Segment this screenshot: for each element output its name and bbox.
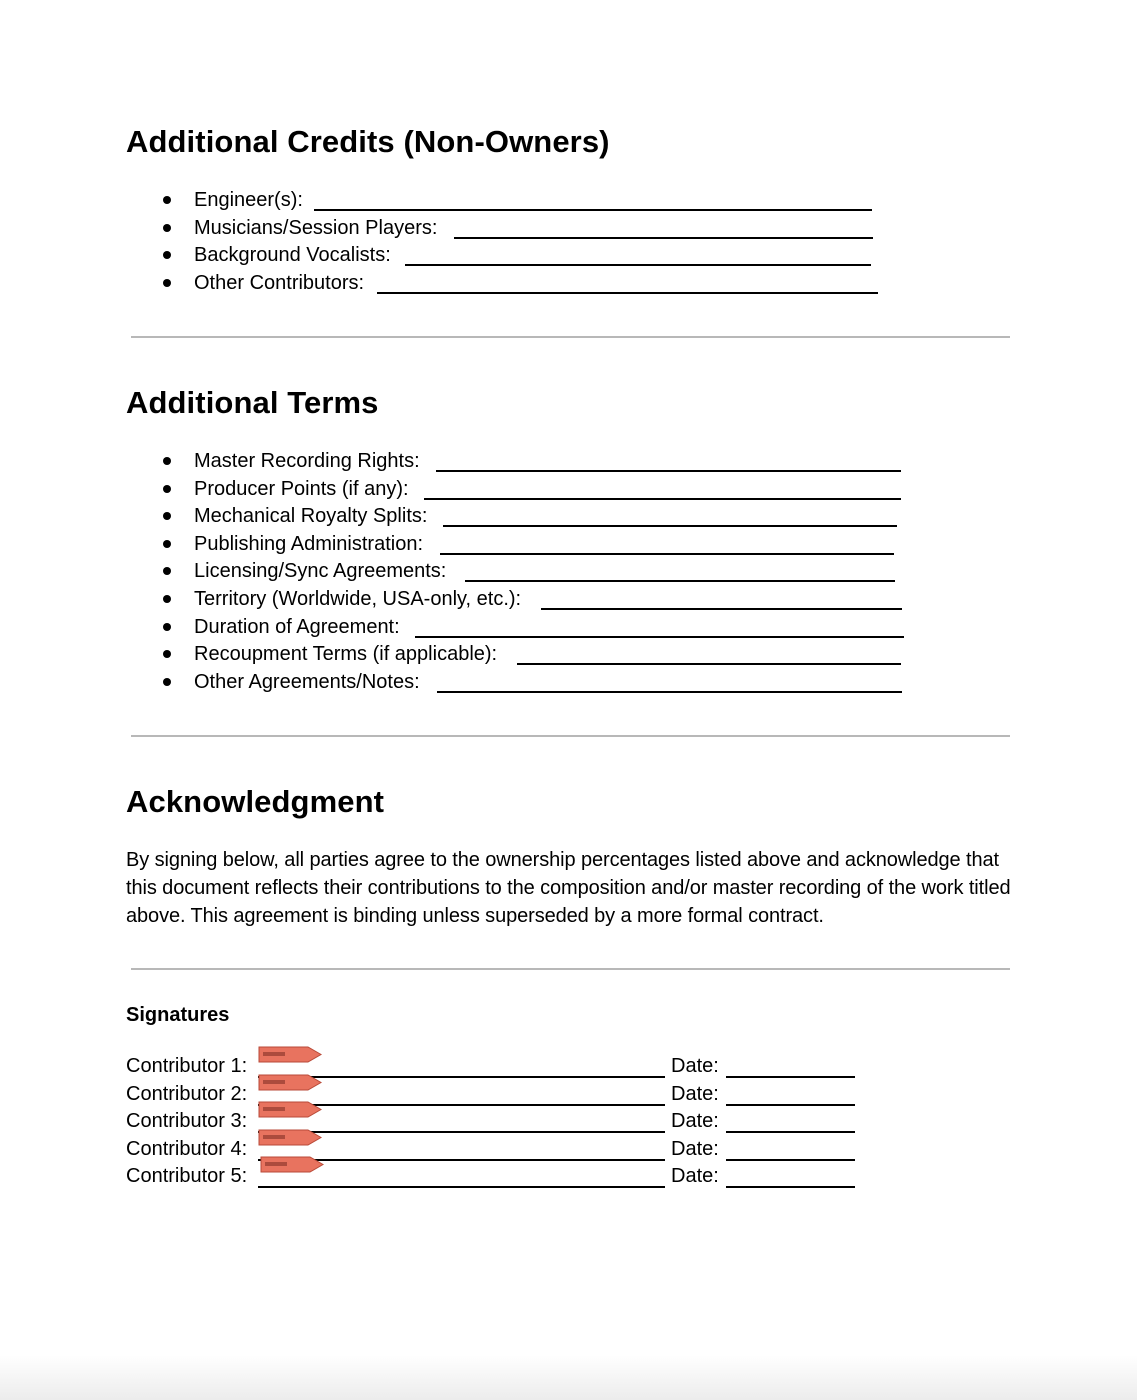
date-label: Date: xyxy=(671,1138,719,1160)
bullet-icon xyxy=(163,512,171,520)
bullet-icon xyxy=(163,567,171,575)
date-field[interactable] xyxy=(726,1131,855,1133)
date-field[interactable] xyxy=(726,1104,855,1106)
other-contributors-field[interactable] xyxy=(377,292,878,294)
date-label: Date: xyxy=(671,1055,719,1077)
bullet-icon xyxy=(163,540,171,548)
signatures-title: Signatures xyxy=(126,1004,230,1026)
mechanical-splits-field[interactable] xyxy=(443,525,897,527)
musicians-field[interactable] xyxy=(454,237,873,239)
signature-row xyxy=(0,1110,1137,1138)
bullet-icon xyxy=(163,224,171,232)
date-label: Date: xyxy=(671,1083,719,1105)
field-label: Territory (Worldwide, USA-only, etc.): xyxy=(194,587,522,610)
date-field[interactable] xyxy=(726,1076,855,1078)
duration-field[interactable] xyxy=(415,636,904,638)
date-field[interactable] xyxy=(726,1159,855,1161)
contributor-label: Contributor 4: xyxy=(126,1138,248,1160)
credits-title: Additional Credits (Non-Owners) xyxy=(126,124,610,159)
field-label: Duration of Agreement: xyxy=(194,615,400,638)
contributor-label: Contributor 5: xyxy=(126,1165,248,1187)
bullet-icon xyxy=(163,485,171,493)
sign-here-tag-icon[interactable] xyxy=(258,1129,322,1146)
acknowledgment-text: By signing below, all parties agree to the ownership percentages listed above and acknowledge that this document reflects their contributions to the composition and/or master recording of the work titled above. This agreement is binding unless superseded by a more formal contract. xyxy=(126,849,1011,927)
sign-here-tag-icon[interactable] xyxy=(260,1156,324,1173)
divider xyxy=(131,336,1010,338)
bullet-icon xyxy=(163,279,171,287)
bullet-icon xyxy=(163,251,171,259)
engineer-field[interactable] xyxy=(314,209,872,211)
bullet-icon xyxy=(163,457,171,465)
field-label: Master Recording Rights: xyxy=(194,450,420,472)
sign-here-tag-icon[interactable] xyxy=(258,1046,322,1063)
field-label: Publishing Administration: xyxy=(194,532,424,555)
date-label: Date: xyxy=(671,1165,719,1187)
contributor-label: Contributor 1: xyxy=(126,1055,248,1077)
field-label: Producer Points (if any): xyxy=(194,477,409,500)
field-label: Engineer(s): xyxy=(194,189,303,211)
divider xyxy=(131,968,1010,970)
date-field[interactable] xyxy=(726,1186,855,1188)
contributor-label: Contributor 2: xyxy=(126,1083,248,1105)
signature-row xyxy=(0,1055,1137,1083)
other-agreements-field[interactable] xyxy=(437,691,902,693)
publishing-admin-field[interactable] xyxy=(440,553,894,555)
terms-title: Additional Terms xyxy=(126,385,379,420)
territory-field[interactable] xyxy=(541,608,902,610)
bullet-icon xyxy=(163,678,171,686)
field-label: Other Contributors: xyxy=(194,271,365,294)
bullet-icon xyxy=(163,196,171,204)
field-label: Background Vocalists: xyxy=(194,244,391,267)
acknowledgment-title: Acknowledgment xyxy=(126,784,385,819)
field-label: Mechanical Royalty Splits: xyxy=(194,505,428,528)
bullet-icon xyxy=(163,595,171,603)
divider xyxy=(131,735,1010,737)
bullet-icon xyxy=(163,650,171,658)
signature-row xyxy=(0,1083,1137,1111)
field-label: Recoupment Terms (if applicable): xyxy=(194,643,498,666)
field-label: Licensing/Sync Agreements: xyxy=(194,560,447,583)
recoupment-field[interactable] xyxy=(517,663,901,665)
field-label: Musicians/Session Players: xyxy=(194,216,438,239)
sign-here-tag-icon[interactable] xyxy=(258,1101,322,1118)
date-label: Date: xyxy=(671,1110,719,1132)
page-bottom-shadow xyxy=(0,1355,1137,1400)
licensing-sync-field[interactable] xyxy=(465,580,895,582)
sign-here-tag-icon[interactable] xyxy=(258,1074,322,1091)
signature-row xyxy=(0,1165,1137,1193)
background-vocalists-field[interactable] xyxy=(405,264,871,266)
bullet-icon xyxy=(163,623,171,631)
signature-row xyxy=(0,1138,1137,1166)
signature-field[interactable] xyxy=(258,1186,665,1188)
contributor-label: Contributor 3: xyxy=(126,1110,248,1132)
field-label: Other Agreements/Notes: xyxy=(194,670,420,693)
master-rights-field[interactable] xyxy=(436,470,901,472)
producer-points-field[interactable] xyxy=(424,498,901,500)
